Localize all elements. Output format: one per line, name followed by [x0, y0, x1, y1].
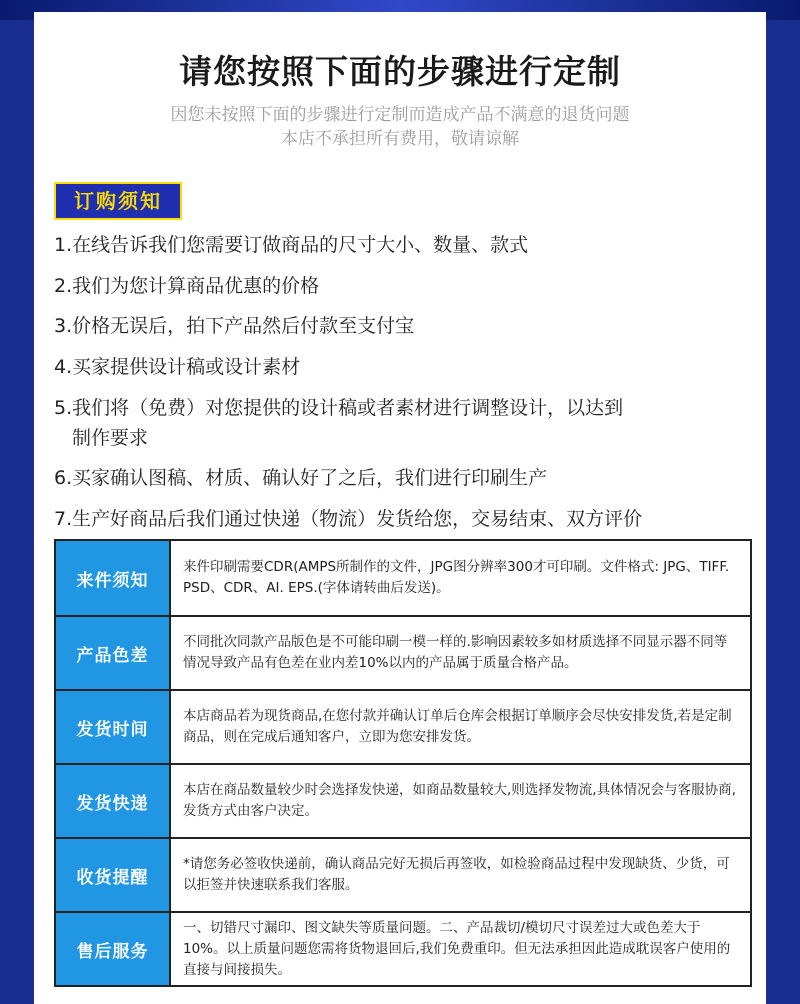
order-notice-badge-label: 订购须知: [74, 189, 162, 213]
info-row-text: *请您务必签收快递前，确认商品完好无损后再签收，如检验商品过程中发现缺货、少货，可以拒签并快速联系我们客服。: [183, 856, 730, 893]
step-text: 7.生产好商品后我们通过快递（物流）发货给您，交易结束、双方评价: [54, 508, 643, 530]
info-row-shipping-courier: [56, 763, 750, 837]
info-row-label: 发货时间: [56, 691, 171, 763]
step-text: 6.买家确认图稿、材质、确认好了之后，我们进行印刷生产: [54, 467, 548, 489]
content-panel: [34, 12, 766, 1004]
step-text: 2.我们为您计算商品优惠的价格: [54, 275, 320, 297]
step-text: 3.价格无误后，拍下产品然后付款至支付宝: [54, 315, 415, 337]
info-row-file-requirements: [56, 541, 750, 615]
order-notice-badge: [54, 182, 182, 220]
info-row-shipping-time: [56, 689, 750, 763]
step-item-7: [54, 504, 754, 534]
page-subtitle-line1: 因您未按照下面的步骤进行定制而造成产品不满意的退货问题: [170, 105, 630, 125]
page-title: 请您按照下面的步骤进行定制: [179, 52, 621, 91]
step-item-1: [54, 230, 754, 260]
step-item-4: [54, 352, 754, 382]
info-row-text: 不同批次同款产品版色是不可能印刷一模一样的.影响因素较多如材质选择不同显示器不同等情况导致产品有色差在业内差10%以内的产品属于质量合格产品。: [183, 634, 728, 671]
step-item-2: [54, 271, 754, 301]
info-row-text: 一、切错尺寸漏印、图文缺失等质量问题。二、产品裁切/模切尺寸误差过大或色差大于10%。以上质量问题您需将货物退回后,我们免费重印。但无法承担因此造成耽误客户使用的直接与间接损失。: [183, 919, 731, 978]
step-text: 4.买家提供设计稿或设计素材: [54, 356, 301, 378]
info-row-label: 产品色差: [56, 617, 171, 689]
info-row-label: 来件须知: [56, 541, 171, 615]
info-row-label: 收货提醒: [56, 839, 171, 911]
step-item-5: [54, 393, 754, 453]
step-text-continuation: 制作要求: [72, 427, 149, 449]
info-table: [54, 539, 752, 987]
step-item-3: [54, 311, 754, 341]
info-row-after-sales: [56, 911, 750, 985]
info-row-label: 发货快递: [56, 765, 171, 837]
info-row-text: 本店商品若为现货商品,在您付款并确认订单后仓库会根据订单顺序会尽快安排发货,若是定制商品，则在完成后通知客户，立即为您安排发货。: [183, 708, 732, 745]
step-text: 5.我们将（免费）对您提供的设计稿或者素材进行调整设计，以达到: [54, 397, 624, 419]
info-row-color-difference: [56, 615, 750, 689]
page-subtitle-line2: 本店不承担所有费用，敬请谅解: [281, 129, 519, 149]
info-row-receipt-reminder: [56, 837, 750, 911]
info-row-label: 售后服务: [56, 913, 171, 985]
step-text: 1.在线告诉我们您需要订做商品的尺寸大小、数量、款式: [54, 234, 529, 256]
info-row-text: 本店在商品数量较少时会选择发快递，如商品数量较大,则选择发物流,具体情况会与客服协商,发货方式由客户决定。: [183, 782, 736, 819]
info-row-text: 来件印刷需要CDR(AMPS所制作的文件，JPG图分辨率300才可印刷。文件格式: JPG、TIFF. PSD、CDR、AI. EPS.(字体请转曲后发送)。: [183, 559, 730, 596]
step-item-6: [54, 463, 754, 493]
